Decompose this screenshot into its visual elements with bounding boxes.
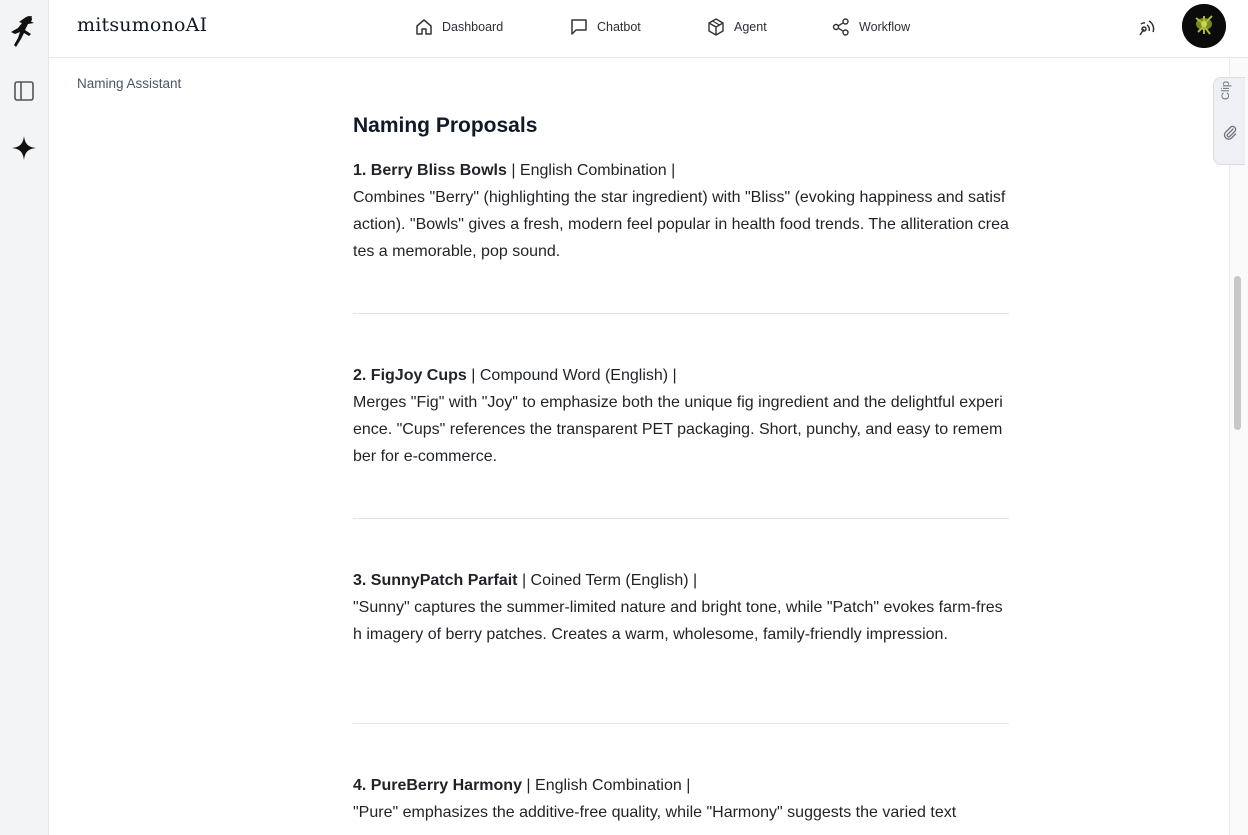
divider <box>353 723 1009 724</box>
cube-icon <box>706 17 726 37</box>
sidebar-toggle-icon[interactable] <box>13 80 35 102</box>
nav-agent-label: Agent <box>734 20 767 34</box>
proposal-title-line <box>353 157 1009 184</box>
proposal-name: FigJoy Cups <box>370 367 467 384</box>
proposal-number: 4. <box>353 777 367 794</box>
proposal-meta: | English Combination | <box>511 162 676 179</box>
proposal-number: 2. <box>353 367 367 384</box>
proposal-name: SunnyPatch Parfait <box>370 572 518 589</box>
proposal-description: Merges "Fig" with "Joy" to emphasize both the unique fig ingredient and the delightful experience. "Cups" references the transparent PET packaging. Short, punchy, and easy to remember for e-commerce. <box>353 394 1003 465</box>
proposal-meta: | Compound Word (English) | <box>471 367 677 384</box>
scrollbar-thumb[interactable] <box>1234 276 1241 430</box>
proposal-description: "Sunny" captures the summer-limited nature and bright tone, while "Patch" evokes farm-fresh imagery of berry patches. Creates a warm, wholesome, family-friendly impression. <box>353 599 1003 643</box>
nav-agent[interactable] <box>706 16 767 38</box>
proposal-title-line <box>353 362 1009 389</box>
broadcast-icon[interactable] <box>1134 15 1158 39</box>
running-ninja-logo-icon[interactable] <box>8 14 40 48</box>
proposal-item <box>353 362 1009 470</box>
nav-dashboard[interactable] <box>414 16 503 38</box>
proposal-item <box>353 567 1009 648</box>
chat-bubble-icon <box>569 17 589 37</box>
nav-workflow[interactable] <box>831 16 910 38</box>
scrollbar-track[interactable] <box>1229 58 1248 835</box>
clip-tab[interactable] <box>1213 77 1245 165</box>
proposal-number: 3. <box>353 572 367 589</box>
proposal-item <box>353 157 1009 265</box>
proposal-description: "Pure" emphasizes the additive-free quality, while "Harmony" suggests the varied text <box>353 804 957 821</box>
user-avatar[interactable] <box>1182 4 1226 48</box>
proposal-meta: | Coined Term (English) | <box>521 572 698 589</box>
home-icon <box>414 17 434 37</box>
nav-chatbot[interactable] <box>569 16 641 38</box>
proposal-number: 1. <box>353 162 367 179</box>
proposal-title-line <box>353 567 1009 594</box>
proposal-title-line <box>353 772 1009 799</box>
left-rail <box>0 0 49 835</box>
sparkle-icon[interactable] <box>11 135 37 161</box>
divider <box>353 518 1009 519</box>
paperclip-icon <box>1222 124 1238 140</box>
avatar-image <box>1182 4 1226 48</box>
nav-dashboard-label: Dashboard <box>442 20 504 34</box>
proposal-meta: | English Combination | <box>526 777 691 794</box>
breadcrumb: Naming Assistant <box>77 76 182 91</box>
nav-workflow-label: Workflow <box>859 20 911 34</box>
top-bar <box>49 0 1248 58</box>
divider <box>353 313 1009 314</box>
share-nodes-icon <box>831 17 851 37</box>
proposal-name: Berry Bliss Bowls <box>370 162 507 179</box>
main-content <box>353 110 1009 821</box>
brand-title: mitsumonoAI <box>77 14 208 36</box>
nav-chatbot-label: Chatbot <box>597 20 641 34</box>
proposal-name: PureBerry Harmony <box>370 777 522 794</box>
proposal-description: Combines "Berry" (highlighting the star ingredient) with "Bliss" (evoking happiness and satisfaction). "Bowls" gives a fresh, modern feel popular in health food trends. The alliteration creates a memorable, pop sound. <box>353 189 1009 260</box>
section-heading: Naming Proposals <box>353 114 538 137</box>
clip-label: Clip <box>1220 81 1232 100</box>
proposal-item <box>353 772 1009 826</box>
